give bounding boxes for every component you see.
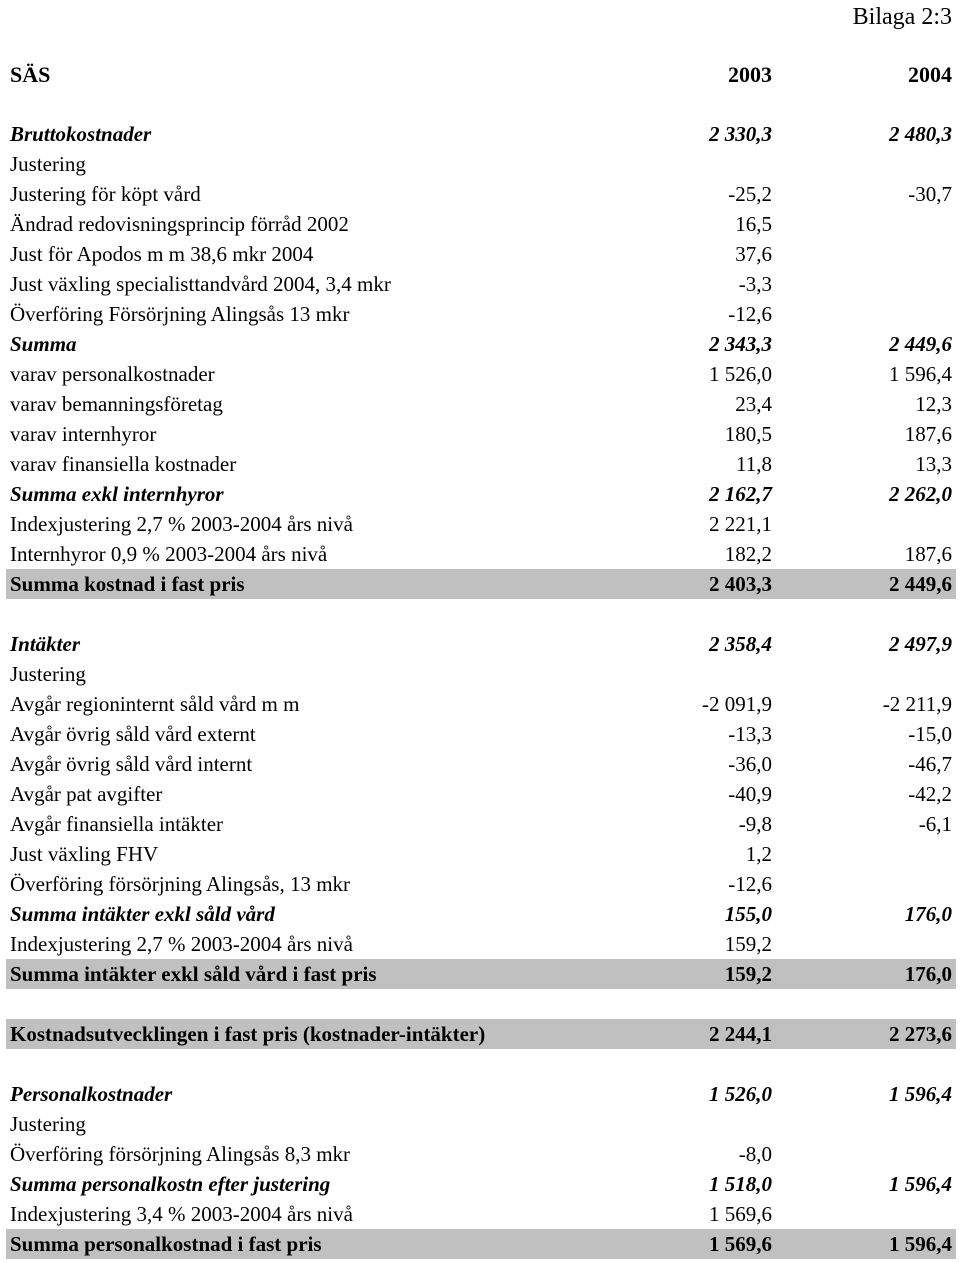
value-2003: -9,8 — [738, 812, 772, 836]
table-row — [6, 959, 956, 989]
value-2003: -8,0 — [738, 1142, 772, 1166]
row-label: Just för Apodos m m 38,6 mkr 2004 — [10, 242, 314, 266]
row-label: Justering — [10, 662, 86, 686]
table-row — [6, 449, 956, 479]
value-2003: 1,2 — [745, 842, 772, 866]
table-row — [6, 779, 956, 809]
value-2003: 2 244,1 — [709, 1022, 772, 1046]
value-2004: 1 596,4 — [889, 1232, 952, 1256]
value-2004: 1 596,4 — [889, 1172, 952, 1196]
table-row — [6, 899, 956, 929]
table-row — [6, 1139, 956, 1169]
row-label: Överföring försörjning Alingsås 8,3 mkr — [10, 1142, 351, 1166]
value-2003: -13,3 — [728, 722, 772, 746]
value-2004: -15,0 — [908, 722, 952, 746]
value-2003: 11,8 — [736, 452, 772, 476]
row-label: Indexjustering 2,7 % 2003-2004 års nivå — [10, 932, 353, 956]
table-row — [6, 119, 956, 149]
table-row — [6, 839, 956, 869]
value-2004: 13,3 — [915, 452, 952, 476]
value-2004: 1 596,4 — [889, 362, 952, 386]
table-row — [6, 269, 956, 299]
value-2003: 1 569,6 — [709, 1202, 772, 1226]
row-label: Avgår regioninternt såld vård m m — [10, 692, 300, 716]
row-label: Avgår pat avgifter — [10, 782, 163, 806]
table-row — [6, 1079, 956, 1109]
table-row — [6, 509, 956, 539]
table-row — [6, 1109, 956, 1139]
row-label: varav personalkostnader — [10, 362, 215, 386]
value-2003: 23,4 — [735, 392, 772, 416]
value-2003: 182,2 — [724, 542, 772, 566]
table-row — [6, 149, 956, 179]
value-2003: -25,2 — [728, 182, 772, 206]
value-2003: 2 330,3 — [709, 122, 772, 146]
table-row — [6, 809, 956, 839]
value-2004: -46,7 — [908, 752, 952, 776]
row-label: Ändrad redovisningsprincip förråd 2002 — [10, 212, 349, 236]
value-2003: -3,3 — [738, 272, 772, 296]
value-2004: 176,0 — [904, 962, 952, 986]
row-label: Justering — [10, 1112, 86, 1136]
value-2004: -2 211,9 — [882, 692, 952, 716]
spacer-row — [6, 1049, 956, 1079]
row-label: Just växling FHV — [10, 842, 159, 866]
row-label: Överföring försörjning Alingsås, 13 mkr — [10, 872, 351, 896]
column-header-2004: 2004 — [908, 62, 952, 87]
value-2003: -12,6 — [728, 302, 772, 326]
column-header-2003: 2003 — [728, 62, 772, 87]
value-2003: 1 526,0 — [709, 362, 772, 386]
table-row — [6, 929, 956, 959]
value-2003: 37,6 — [735, 242, 772, 266]
table-row — [6, 689, 956, 719]
value-2003: -36,0 — [728, 752, 772, 776]
value-2003: 159,2 — [724, 962, 772, 986]
table-row — [6, 1019, 956, 1049]
row-label: Kostnadsutvecklingen i fast pris (kostnader-intäkter) — [10, 1022, 486, 1046]
row-label: Justering — [10, 152, 86, 176]
value-2003: 1 569,6 — [709, 1232, 772, 1256]
value-2004: 1 596,4 — [889, 1082, 952, 1106]
value-2004: 2 480,3 — [889, 122, 952, 146]
row-label: Summa personalkostnad i fast pris — [10, 1232, 322, 1256]
table-row — [6, 179, 956, 209]
row-label: Summa kostnad i fast pris — [10, 572, 245, 596]
spacer-row — [6, 599, 956, 629]
row-label: Justering för köpt vård — [10, 182, 201, 206]
row-label: varav internhyror — [10, 422, 157, 446]
table-row — [6, 629, 956, 659]
table-row — [6, 359, 956, 389]
value-2004: -6,1 — [918, 812, 952, 836]
value-2003: 159,2 — [724, 932, 772, 956]
value-2003: 1 526,0 — [709, 1082, 772, 1106]
table-row — [6, 569, 956, 599]
value-2004: 2 273,6 — [889, 1022, 952, 1046]
row-label: Summa intäkter exkl såld vård — [10, 902, 275, 926]
value-2004: 187,6 — [904, 542, 952, 566]
table-row — [6, 329, 956, 359]
value-2004: 2 449,6 — [889, 332, 952, 356]
value-2004: 2 262,0 — [889, 482, 952, 506]
row-label: Summa intäkter exkl såld vård i fast pris — [10, 962, 377, 986]
table-row — [6, 479, 956, 509]
row-label: Internhyror 0,9 % 2003-2004 års nivå — [10, 542, 328, 566]
value-2004: 12,3 — [915, 392, 952, 416]
row-label: Avgår övrig såld vård internt — [10, 752, 253, 776]
row-label: Indexjustering 3,4 % 2003-2004 års nivå — [10, 1202, 353, 1226]
row-label: Bruttokostnader — [10, 122, 152, 146]
value-2003: 2 358,4 — [709, 632, 772, 656]
value-2004: 2 449,6 — [889, 572, 952, 596]
value-2004: -42,2 — [908, 782, 952, 806]
table-row — [6, 719, 956, 749]
value-2003: 16,5 — [735, 212, 772, 236]
row-label: Indexjustering 2,7 % 2003-2004 års nivå — [10, 512, 353, 536]
value-2003: 2 162,7 — [709, 482, 772, 506]
value-2003: 180,5 — [724, 422, 772, 446]
row-label: Summa personalkostn efter justering — [10, 1172, 331, 1196]
value-2003: 155,0 — [724, 902, 772, 926]
table-row — [6, 389, 956, 419]
value-2004: 176,0 — [904, 902, 952, 926]
value-2003: 1 518,0 — [709, 1172, 772, 1196]
row-label: Avgår övrig såld vård externt — [10, 722, 256, 746]
row-label: varav finansiella kostnader — [10, 452, 237, 476]
value-2003: -12,6 — [728, 872, 772, 896]
value-2003: -40,9 — [728, 782, 772, 806]
table-row — [6, 419, 956, 449]
row-label: Personalkostnader — [10, 1082, 173, 1106]
value-2004: -30,7 — [908, 182, 952, 206]
table-row — [6, 1229, 956, 1259]
table-row — [6, 539, 956, 569]
column-header-row — [6, 60, 956, 90]
value-2003: 2 403,3 — [709, 572, 772, 596]
table-row — [6, 1199, 956, 1229]
table-row — [6, 239, 956, 269]
table-row — [6, 299, 956, 329]
table-row — [6, 209, 956, 239]
value-2003: -2 091,9 — [702, 692, 772, 716]
row-label: Överföring Försörjning Alingsås 13 mkr — [10, 302, 350, 326]
row-label: Intäkter — [10, 632, 81, 656]
value-2004: 2 497,9 — [889, 632, 952, 656]
row-label: Summa exkl internhyror — [10, 482, 224, 506]
row-label: Summa — [10, 332, 77, 356]
spacer-row — [6, 989, 956, 1019]
row-label: varav bemanningsföretag — [10, 392, 223, 416]
value-2004: 187,6 — [904, 422, 952, 446]
table-row — [6, 749, 956, 779]
page-title: Bilaga 2:3 — [852, 4, 952, 30]
table-row — [6, 1169, 956, 1199]
row-label: Just växling specialisttandvård 2004, 3,4 mkr — [10, 272, 391, 296]
table-row — [6, 659, 956, 689]
column-header-label: SÄS — [10, 62, 51, 87]
value-2003: 2 221,1 — [709, 512, 772, 536]
row-label: Avgår finansiella intäkter — [10, 812, 224, 836]
value-2003: 2 343,3 — [709, 332, 772, 356]
table-row — [6, 869, 956, 899]
